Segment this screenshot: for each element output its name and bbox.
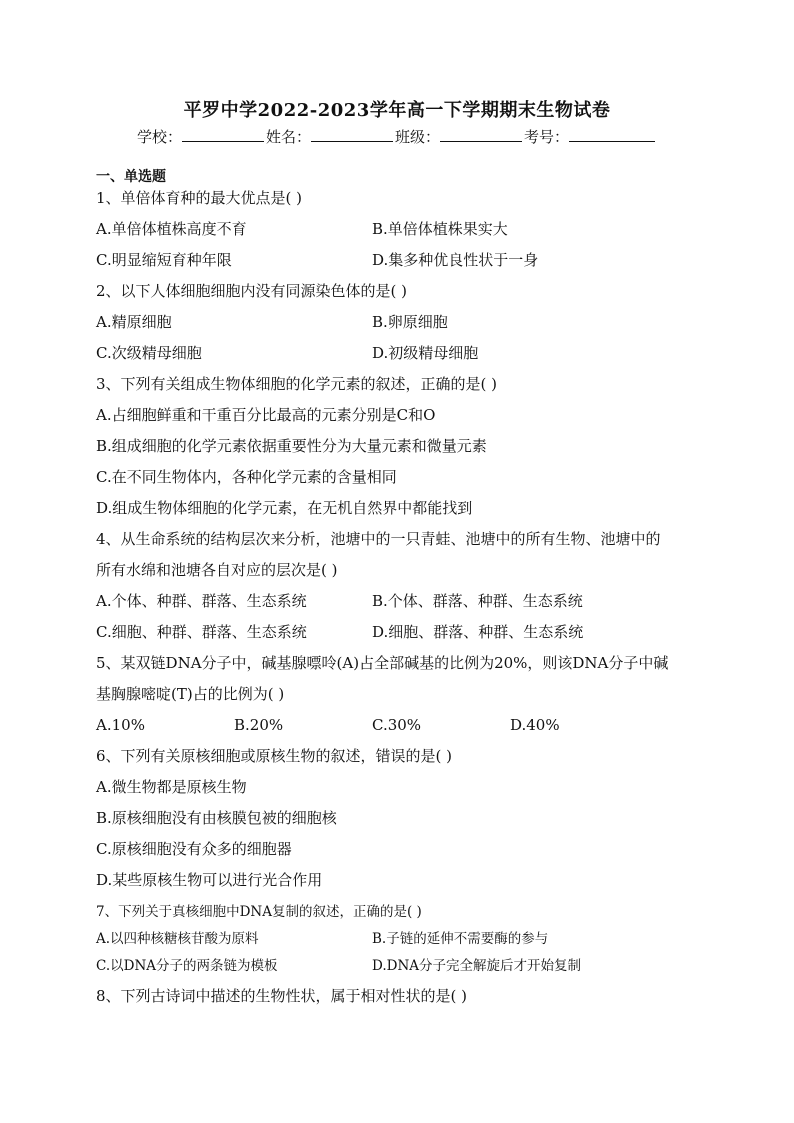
- question-7: [96, 899, 706, 980]
- question-stem-line-2: 所有水绵和池塘各自对应的层次是( ): [96, 561, 338, 579]
- question-4: [96, 524, 706, 648]
- question-stem: 8、下列古诗词中描述的生物性状，属于相对性状的是( ): [96, 987, 468, 1005]
- exam-title: 平罗中学2022-2023学年高一下学期期末生物试卷: [183, 100, 611, 121]
- option-c: C.30%: [372, 716, 422, 734]
- option-c: C.原核细胞没有众多的细胞器: [96, 840, 292, 858]
- question-stem: 1、单倍体育种的最大优点是( ): [96, 189, 303, 207]
- class-blank[interactable]: [440, 127, 522, 142]
- exam-number-blank[interactable]: [569, 127, 655, 142]
- section-title: 一、单选题: [96, 169, 166, 185]
- option-d: D.40%: [510, 716, 560, 734]
- class-label: 班级：: [395, 128, 441, 146]
- question-8: [96, 981, 706, 1012]
- question-stem: 6、下列有关原核细胞或原核生物的叙述，错误的是( ): [96, 747, 453, 765]
- school-blank[interactable]: [182, 127, 264, 142]
- option-a: A.占细胞鲜重和干重百分比最高的元素分别是C和O: [96, 406, 436, 424]
- option-b: B.组成细胞的化学元素依据重要性分为大量元素和微量元素: [96, 437, 487, 455]
- question-stem-line-1: 4、从生命系统的结构层次来分析，池塘中的一只青蛙、池塘中的所有生物、池塘中的: [96, 530, 661, 548]
- option-b: B.卵原细胞: [372, 313, 448, 331]
- option-c: C.以DNA分子的两条链为模板: [96, 958, 278, 974]
- question-2: [96, 276, 706, 369]
- school-label: 学校：: [136, 128, 182, 146]
- option-a: A.精原细胞: [96, 313, 172, 331]
- option-d: D.组成生物体细胞的化学元素，在无机自然界中都能找到: [96, 499, 473, 517]
- option-b: B.原核细胞没有由核膜包被的细胞核: [96, 809, 337, 827]
- option-b: B.单倍体植株果实大: [372, 220, 508, 238]
- option-d: D.初级精母细胞: [372, 344, 479, 362]
- question-stem-line-2: 基胸腺嘧啶(T)占的比例为( ): [96, 685, 285, 703]
- option-a: A.以四种核糖核苷酸为原料: [96, 931, 259, 947]
- option-a: A.10%: [96, 716, 145, 734]
- question-stem: 7、下列关于真核细胞中DNA复制的叙述，正确的是( ): [96, 904, 422, 920]
- name-blank[interactable]: [311, 127, 393, 142]
- option-d: D.细胞、群落、种群、生态系统: [372, 623, 584, 641]
- option-d: D.某些原核生物可以进行光合作用: [96, 871, 323, 889]
- student-info-line: [0, 126, 794, 147]
- option-a: A.微生物都是原核生物: [96, 778, 247, 796]
- option-c: C.细胞、种群、群落、生态系统: [96, 623, 307, 641]
- option-c: C.次级精母细胞: [96, 344, 202, 362]
- school-field: [137, 126, 266, 147]
- question-1: [96, 183, 706, 276]
- option-c: C.明显缩短育种年限: [96, 251, 232, 269]
- option-b: B.20%: [234, 716, 284, 734]
- option-a: A.单倍体植株高度不育: [96, 220, 247, 238]
- question-3: [96, 369, 706, 524]
- option-c: C.在不同生物体内，各种化学元素的含量相同: [96, 468, 397, 486]
- option-b: B.子链的延伸不需要酶的参与: [372, 931, 549, 947]
- question-stem: 3、下列有关组成生物体细胞的化学元素的叙述，正确的是( ): [96, 375, 498, 393]
- option-d: D.DNA分子完全解旋后才开始复制: [372, 958, 582, 974]
- option-a: A.个体、种群、群落、生态系统: [96, 592, 307, 610]
- exam-number-field: [524, 126, 657, 147]
- question-5: [96, 648, 706, 741]
- option-d: D.集多种优良性状于一身: [372, 251, 539, 269]
- name-label: 姓名：: [265, 128, 311, 146]
- class-field: [395, 126, 524, 147]
- name-field: [266, 126, 395, 147]
- question-6: [96, 741, 706, 896]
- exam-number-label: 考号：: [524, 128, 570, 146]
- question-stem: 2、以下人体细胞细胞内没有同源染色体的是( ): [96, 282, 408, 300]
- option-b: B.个体、群落、种群、生态系统: [372, 592, 583, 610]
- question-stem-line-1: 5、某双链DNA分子中，碱基腺嘌呤(A)占全部碱基的比例为20%，则该DNA分子中碱: [96, 654, 669, 672]
